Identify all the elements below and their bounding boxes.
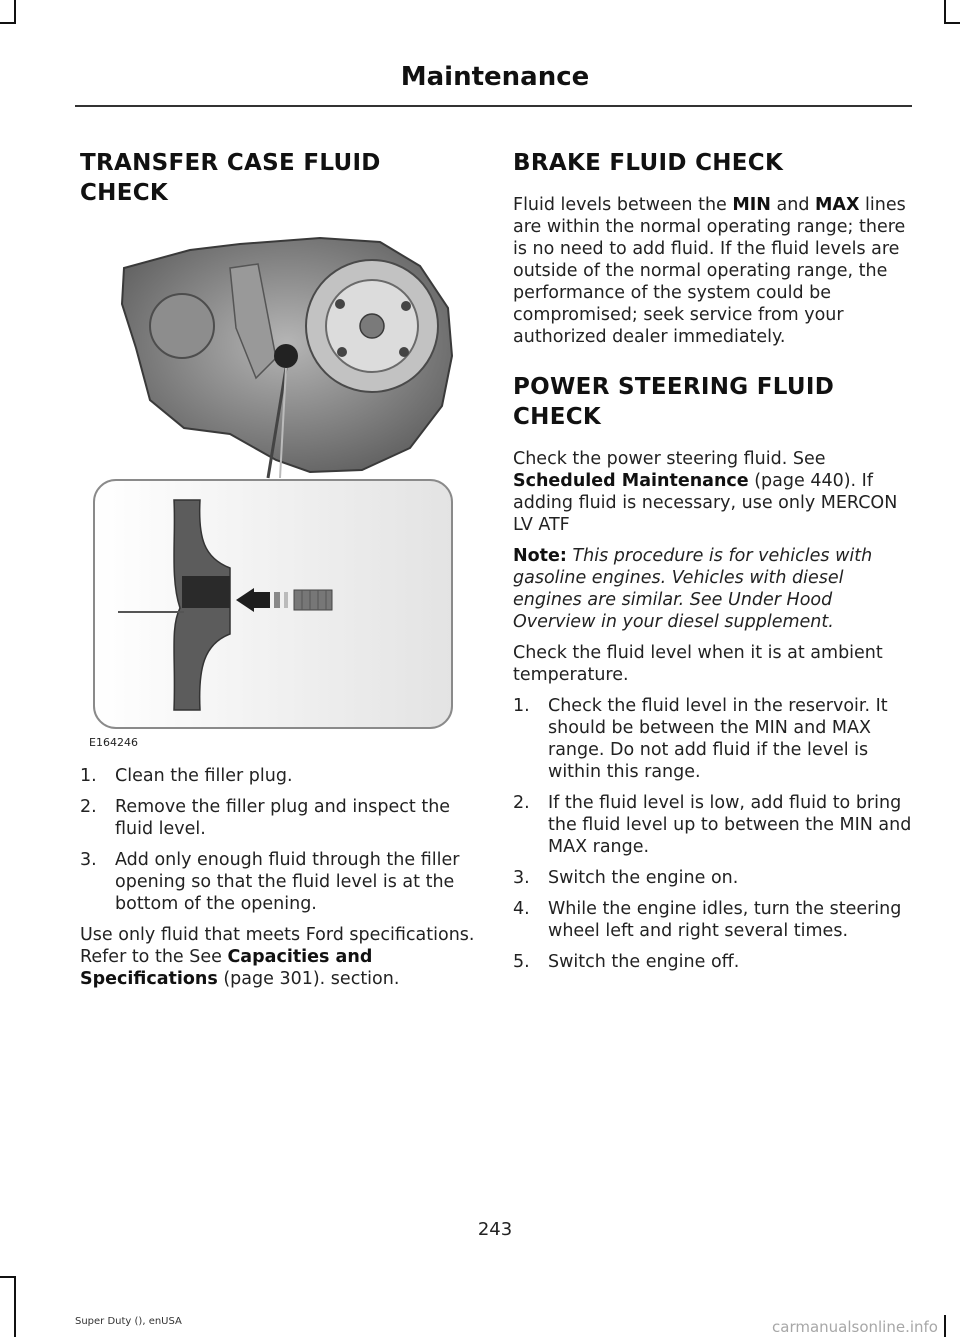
section-heading-transfer-case [80,148,475,208]
left-column-text [80,765,475,990]
step-number: 1. [513,696,530,716]
paragraph-text: Use only fluid that meets Ford specifications. Refer to the See [80,925,475,967]
step-number: 3. [80,850,97,870]
fluid-spec-paragraph [80,924,475,990]
step-text: While the engine idles, turn the steering wheel left and right several times. [548,899,902,941]
paragraph-text: Fluid levels between the [513,195,733,215]
max-label: MAX [815,195,860,215]
heading-line: BRAKE FLUID CHECK [513,150,784,176]
footer-edition: Super Duty (), enUSA [75,1316,182,1327]
power-steering-steps [513,695,913,973]
crop-mark [14,1277,16,1337]
crop-mark [944,0,946,22]
scheduled-maintenance-link[interactable]: Scheduled Maintenance [513,471,749,491]
step-text: If the fluid level is low, add fluid to bring the fluid level up to between the MIN and MAX range. [548,793,912,857]
left-column [80,148,475,208]
note-text: This procedure is for vehicles with gasoline engines. Vehicles with diesel engines are similar. See Under Hood Overview in your diesel supplement. [513,546,873,632]
crop-mark [0,22,16,24]
power-steering-paragraph [513,448,913,536]
step-number: 2. [513,793,530,813]
note-label: Note: [513,546,567,566]
crop-mark [944,1315,946,1337]
list-item [513,695,913,783]
step-number: 2. [80,797,97,817]
crop-mark [14,0,16,22]
step-number: 1. [80,766,97,786]
section-heading-brake-fluid [513,148,913,178]
step-text: Remove the filler plug and inspect the fluid level. [115,797,451,839]
header-rule [75,105,912,107]
list-item [80,849,475,915]
ambient-paragraph: Check the fluid level when it is at ambient temperature. [513,643,883,685]
heading-line: TRANSFER CASE FLUID [80,150,381,176]
crop-mark [944,22,960,24]
paragraph-text: (page 301). section. [217,969,400,989]
list-item [513,951,913,973]
brake-paragraph [513,194,913,348]
heading-line: CHECK [513,404,602,430]
step-text: Check the fluid level in the reservoir. It should be between the MIN and MAX range. Do not add fluid if the level is within this range. [548,696,888,782]
page-header-title: Maintenance [400,62,590,92]
list-item [513,792,913,858]
paragraph-text: lines are within the normal operating range; there is no need to add fluid. If the fluid levels are outside of the normal operating range, the performance of the system could be compromised; seek service from your authorized dealer immediately. [513,195,906,347]
step-number: 5. [513,952,530,972]
step-text: Clean the filler plug. [115,766,293,786]
page-number: 243 [477,1219,513,1240]
heading-line: POWER STEERING FLUID [513,374,835,400]
paragraph-text: and [770,195,816,215]
heading-line: CHECK [80,180,169,206]
transfer-case-diagram [80,228,460,733]
list-item [513,867,913,889]
step-text: Switch the engine on. [548,868,739,888]
list-item [80,796,475,840]
step-number: 4. [513,899,530,919]
min-label: MIN [732,195,771,215]
note-paragraph [513,545,913,633]
step-text: Switch the engine off. [548,952,740,972]
step-number: 3. [513,868,530,888]
list-item [513,898,913,942]
list-item [80,765,475,787]
transfer-case-steps [80,765,475,915]
paragraph-text: Check the power steering fluid. See [513,449,826,469]
crop-mark [0,1276,16,1278]
paragraph-text: (page 440). If adding fluid is necessary, use only MERCON LV ATF [513,471,898,535]
watermark: carmanualsonline.info [772,1318,938,1336]
figure-code: E164246 [89,736,138,749]
section-heading-power-steering [513,372,913,432]
capacities-link[interactable]: Capacities and Specifications [80,947,373,989]
step-text: Add only enough fluid through the filler opening so that the fluid level is at the bottom of the opening. [115,850,460,914]
transfer-case-illustration [80,228,460,758]
right-column [513,148,913,982]
